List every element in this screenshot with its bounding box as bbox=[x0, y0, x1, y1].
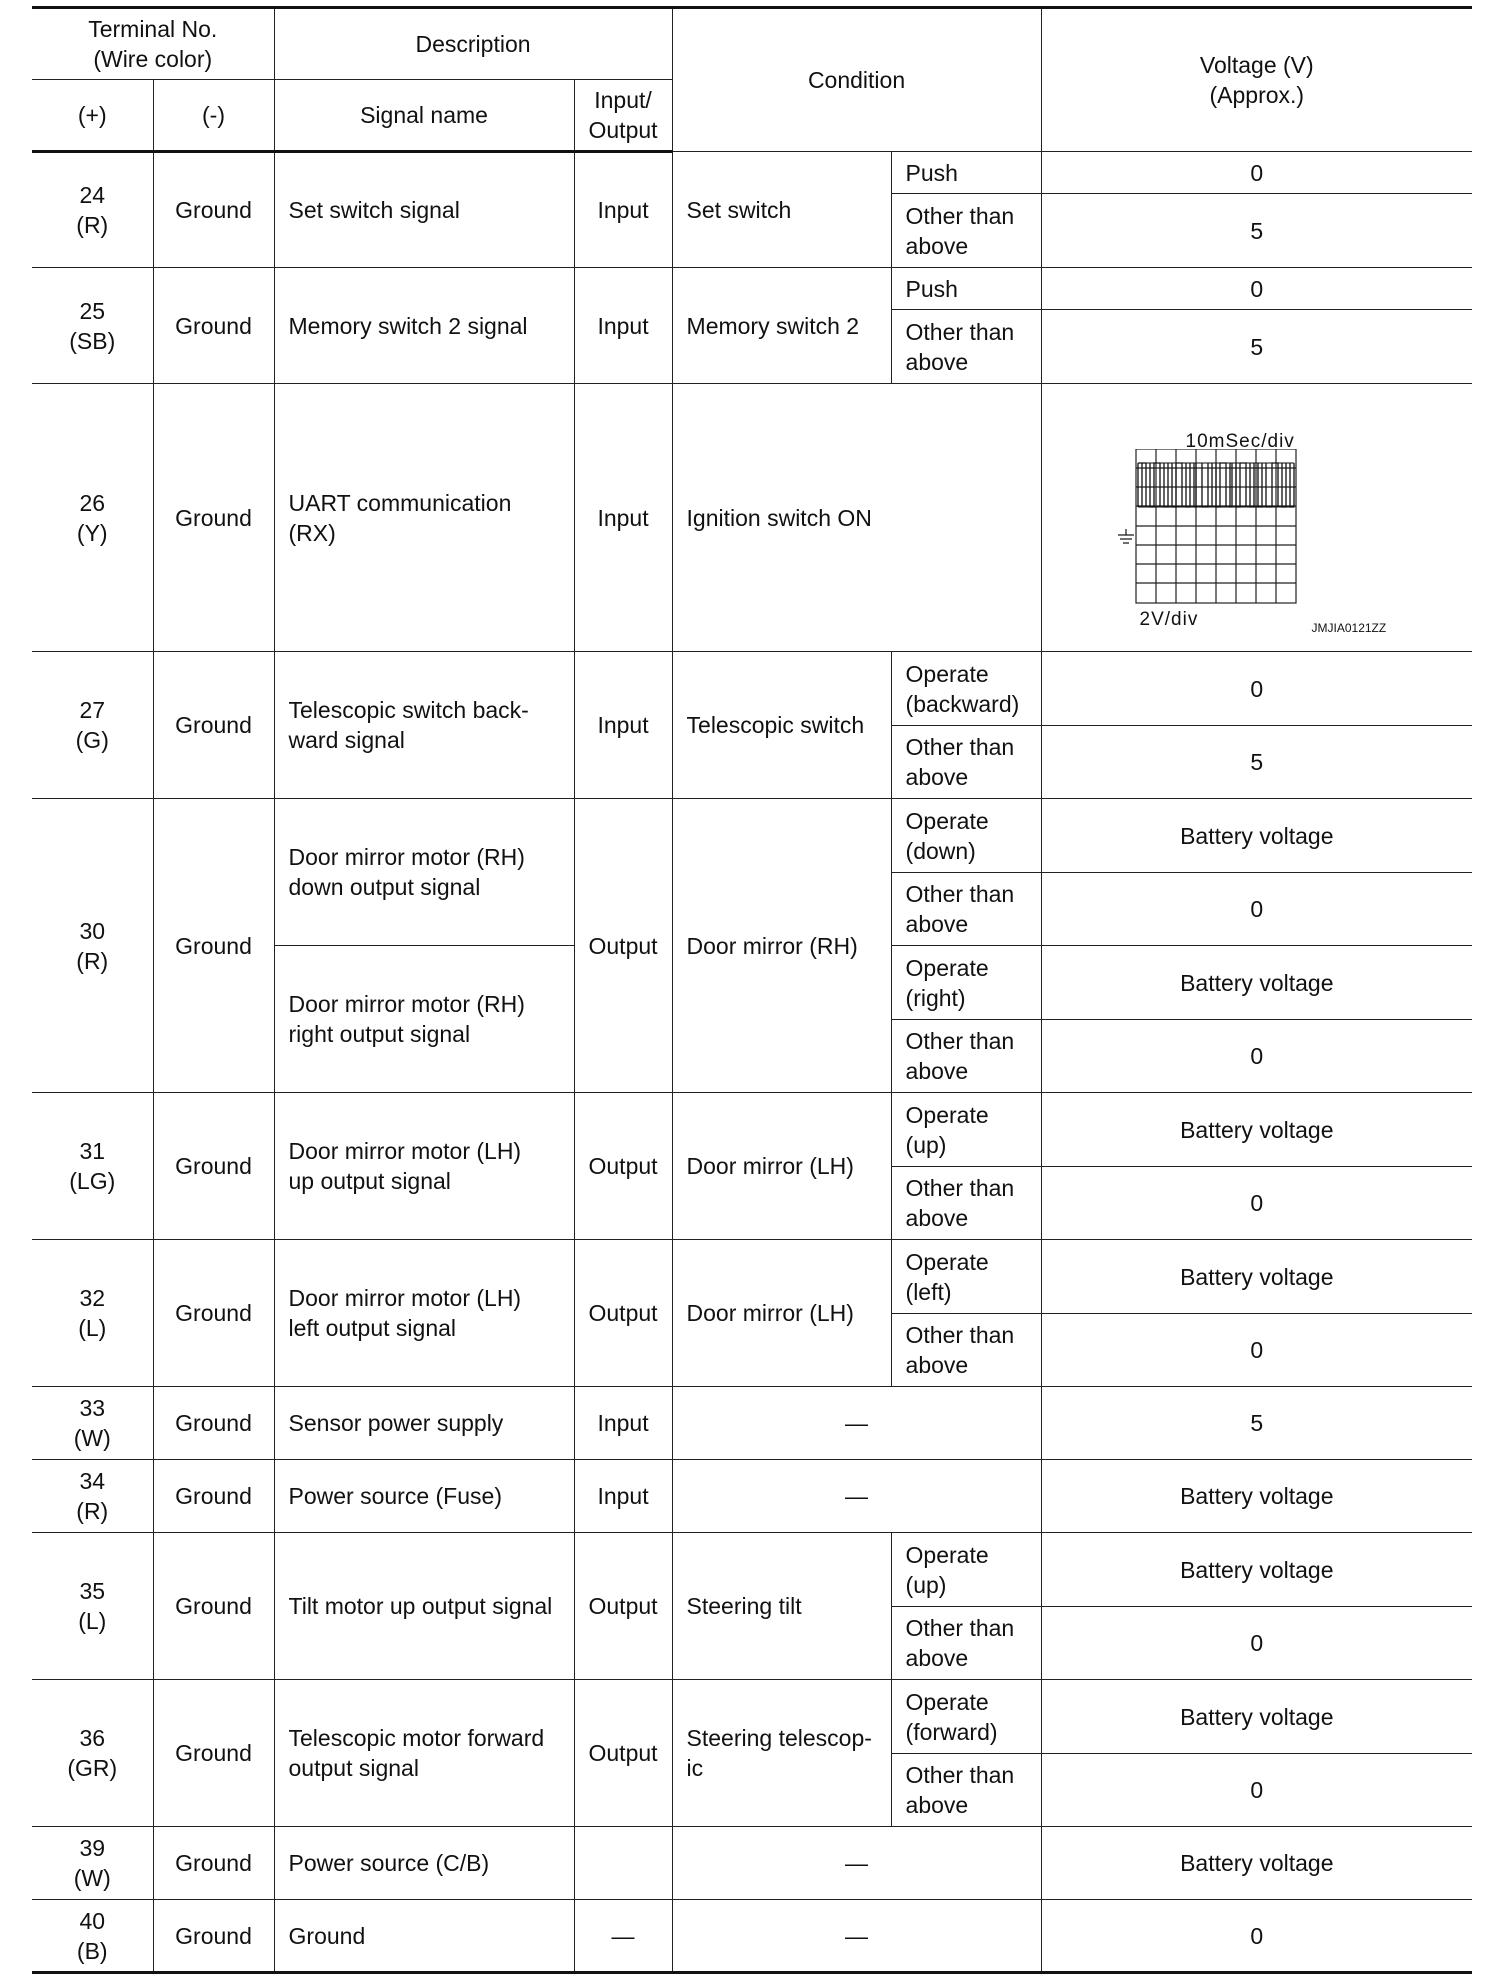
terminal-number: 31 (LG) bbox=[32, 1093, 153, 1240]
io-cell: Output bbox=[574, 1533, 672, 1680]
terminal-number: 30 (R) bbox=[32, 799, 153, 1093]
condition-cell: — bbox=[672, 1900, 1041, 1973]
io-cell bbox=[574, 1827, 672, 1900]
voltage-cell: 5 bbox=[1041, 726, 1472, 799]
state-cell: Operate (backward) bbox=[891, 652, 1041, 726]
header-plus: (+) bbox=[32, 80, 153, 152]
voltage-cell: Battery voltage bbox=[1041, 946, 1472, 1020]
waveform bbox=[1042, 387, 1473, 649]
header-description: Description bbox=[274, 8, 672, 80]
terminal-number: 39 (W) bbox=[32, 1827, 153, 1900]
condition-cell: — bbox=[672, 1827, 1041, 1900]
waveform-time-div: 10mSec/div bbox=[1185, 430, 1295, 452]
ground-cell: Ground bbox=[153, 1827, 274, 1900]
signal-name: Power source (C/B) bbox=[274, 1827, 574, 1900]
ground-cell: Ground bbox=[153, 1093, 274, 1240]
terminal-number: 40 (B) bbox=[32, 1900, 153, 1973]
signal-name: UART communication (RX) bbox=[274, 384, 574, 652]
ground-cell: Ground bbox=[153, 268, 274, 384]
ground-cell: Ground bbox=[153, 384, 274, 652]
ground-cell: Ground bbox=[153, 152, 274, 268]
io-cell: Input bbox=[574, 152, 672, 268]
state-cell: Operate (left) bbox=[891, 1240, 1041, 1314]
voltage-cell: 0 bbox=[1041, 268, 1472, 310]
voltage-cell: 5 bbox=[1041, 194, 1472, 268]
figure-code: JMJIA0121ZZ bbox=[1311, 620, 1387, 635]
voltage-cell: Battery voltage bbox=[1041, 1093, 1472, 1167]
io-cell: Input bbox=[574, 652, 672, 799]
state-cell: Operate (up) bbox=[891, 1533, 1041, 1607]
waveform-cell bbox=[1041, 384, 1472, 652]
condition-cell: Door mirror (LH) bbox=[672, 1240, 891, 1387]
header-minus: (-) bbox=[153, 80, 274, 152]
state-cell: Other than above bbox=[891, 1167, 1041, 1240]
io-cell: Output bbox=[574, 1093, 672, 1240]
waveform-volt-div: 2V/div bbox=[1139, 608, 1199, 630]
ground-cell: Ground bbox=[153, 1460, 274, 1533]
signal-name: Door mirror motor (LH) up output signal bbox=[274, 1093, 574, 1240]
header-condition: Condition bbox=[672, 8, 1041, 152]
voltage-cell: 0 bbox=[1041, 1167, 1472, 1240]
voltage-cell: Battery voltage bbox=[1041, 1680, 1472, 1754]
terminal-number: 27 (G) bbox=[32, 652, 153, 799]
ground-cell: Ground bbox=[153, 1533, 274, 1680]
state-cell: Other than above bbox=[891, 194, 1041, 268]
io-cell: Input bbox=[574, 384, 672, 652]
signal-name: Telescopic switch back- ward signal bbox=[274, 652, 574, 799]
signal-name: Door mirror motor (RH) down output signal bbox=[274, 799, 574, 946]
ground-cell: Ground bbox=[153, 1387, 274, 1460]
io-cell: Input bbox=[574, 1460, 672, 1533]
voltage-cell: 0 bbox=[1041, 1900, 1472, 1973]
header-terminal: Terminal No. (Wire color) bbox=[32, 8, 274, 80]
condition-cell: Telescopic switch bbox=[672, 652, 891, 799]
condition-cell: Set switch bbox=[672, 152, 891, 268]
io-cell: Output bbox=[574, 1240, 672, 1387]
terminal-number: 26 (Y) bbox=[32, 384, 153, 652]
condition-cell: Steering telescop- ic bbox=[672, 1680, 891, 1827]
io-cell: — bbox=[574, 1900, 672, 1973]
signal-name: Telescopic motor forward output signal bbox=[274, 1680, 574, 1827]
io-cell: Input bbox=[574, 268, 672, 384]
ground-cell: Ground bbox=[153, 1680, 274, 1827]
state-cell: Push bbox=[891, 152, 1041, 194]
terminal-number: 34 (R) bbox=[32, 1460, 153, 1533]
ground-cell: Ground bbox=[153, 652, 274, 799]
terminal-number: 33 (W) bbox=[32, 1387, 153, 1460]
header-io: Input/ Output bbox=[574, 80, 672, 152]
oscilloscope-graph bbox=[1116, 449, 1316, 605]
terminal-number: 24 (R) bbox=[32, 152, 153, 268]
state-cell: Other than above bbox=[891, 310, 1041, 384]
state-cell: Push bbox=[891, 268, 1041, 310]
condition-cell: — bbox=[672, 1460, 1041, 1533]
terminal-number: 36 (GR) bbox=[32, 1680, 153, 1827]
voltage-cell: Battery voltage bbox=[1041, 799, 1472, 873]
voltage-cell: 5 bbox=[1041, 310, 1472, 384]
signal-name: Tilt motor up output signal bbox=[274, 1533, 574, 1680]
terminal-number: 32 (L) bbox=[32, 1240, 153, 1387]
terminal-number: 25 (SB) bbox=[32, 268, 153, 384]
voltage-cell: 0 bbox=[1041, 1020, 1472, 1093]
condition-cell: Ignition switch ON bbox=[672, 384, 1041, 652]
state-cell: Operate (up) bbox=[891, 1093, 1041, 1167]
voltage-cell: 0 bbox=[1041, 1314, 1472, 1387]
ground-cell: Ground bbox=[153, 799, 274, 1093]
condition-cell: Door mirror (RH) bbox=[672, 799, 891, 1093]
header-voltage: Voltage (V) (Approx.) bbox=[1041, 8, 1472, 152]
ground-cell: Ground bbox=[153, 1900, 274, 1973]
condition-cell: Door mirror (LH) bbox=[672, 1093, 891, 1240]
terminal-table bbox=[32, 6, 1472, 1974]
state-cell: Other than above bbox=[891, 1314, 1041, 1387]
voltage-cell: 0 bbox=[1041, 1607, 1472, 1680]
state-cell: Other than above bbox=[891, 1754, 1041, 1827]
voltage-cell: Battery voltage bbox=[1041, 1827, 1472, 1900]
header-signal-name: Signal name bbox=[274, 80, 574, 152]
voltage-cell: Battery voltage bbox=[1041, 1240, 1472, 1314]
voltage-cell: 0 bbox=[1041, 1754, 1472, 1827]
condition-cell: Memory switch 2 bbox=[672, 268, 891, 384]
io-cell: Input bbox=[574, 1387, 672, 1460]
condition-cell: Steering tilt bbox=[672, 1533, 891, 1680]
state-cell: Operate (down) bbox=[891, 799, 1041, 873]
ground-cell: Ground bbox=[153, 1240, 274, 1387]
voltage-cell: 5 bbox=[1041, 1387, 1472, 1460]
signal-name: Door mirror motor (LH) left output signal bbox=[274, 1240, 574, 1387]
voltage-cell: 0 bbox=[1041, 652, 1472, 726]
state-cell: Other than above bbox=[891, 1020, 1041, 1093]
signal-name: Sensor power supply bbox=[274, 1387, 574, 1460]
signal-name: Memory switch 2 signal bbox=[274, 268, 574, 384]
state-cell: Other than above bbox=[891, 873, 1041, 946]
condition-cell: — bbox=[672, 1387, 1041, 1460]
terminal-number: 35 (L) bbox=[32, 1533, 153, 1680]
signal-name: Ground bbox=[274, 1900, 574, 1973]
io-cell: Output bbox=[574, 799, 672, 1093]
io-cell: Output bbox=[574, 1680, 672, 1827]
state-cell: Other than above bbox=[891, 726, 1041, 799]
signal-name: Door mirror motor (RH) right output signal bbox=[274, 946, 574, 1093]
signal-name: Set switch signal bbox=[274, 152, 574, 268]
state-cell: Operate (forward) bbox=[891, 1680, 1041, 1754]
signal-name: Power source (Fuse) bbox=[274, 1460, 574, 1533]
voltage-cell: 0 bbox=[1041, 152, 1472, 194]
state-cell: Operate (right) bbox=[891, 946, 1041, 1020]
voltage-cell: Battery voltage bbox=[1041, 1533, 1472, 1607]
voltage-cell: 0 bbox=[1041, 873, 1472, 946]
state-cell: Other than above bbox=[891, 1607, 1041, 1680]
voltage-cell: Battery voltage bbox=[1041, 1460, 1472, 1533]
